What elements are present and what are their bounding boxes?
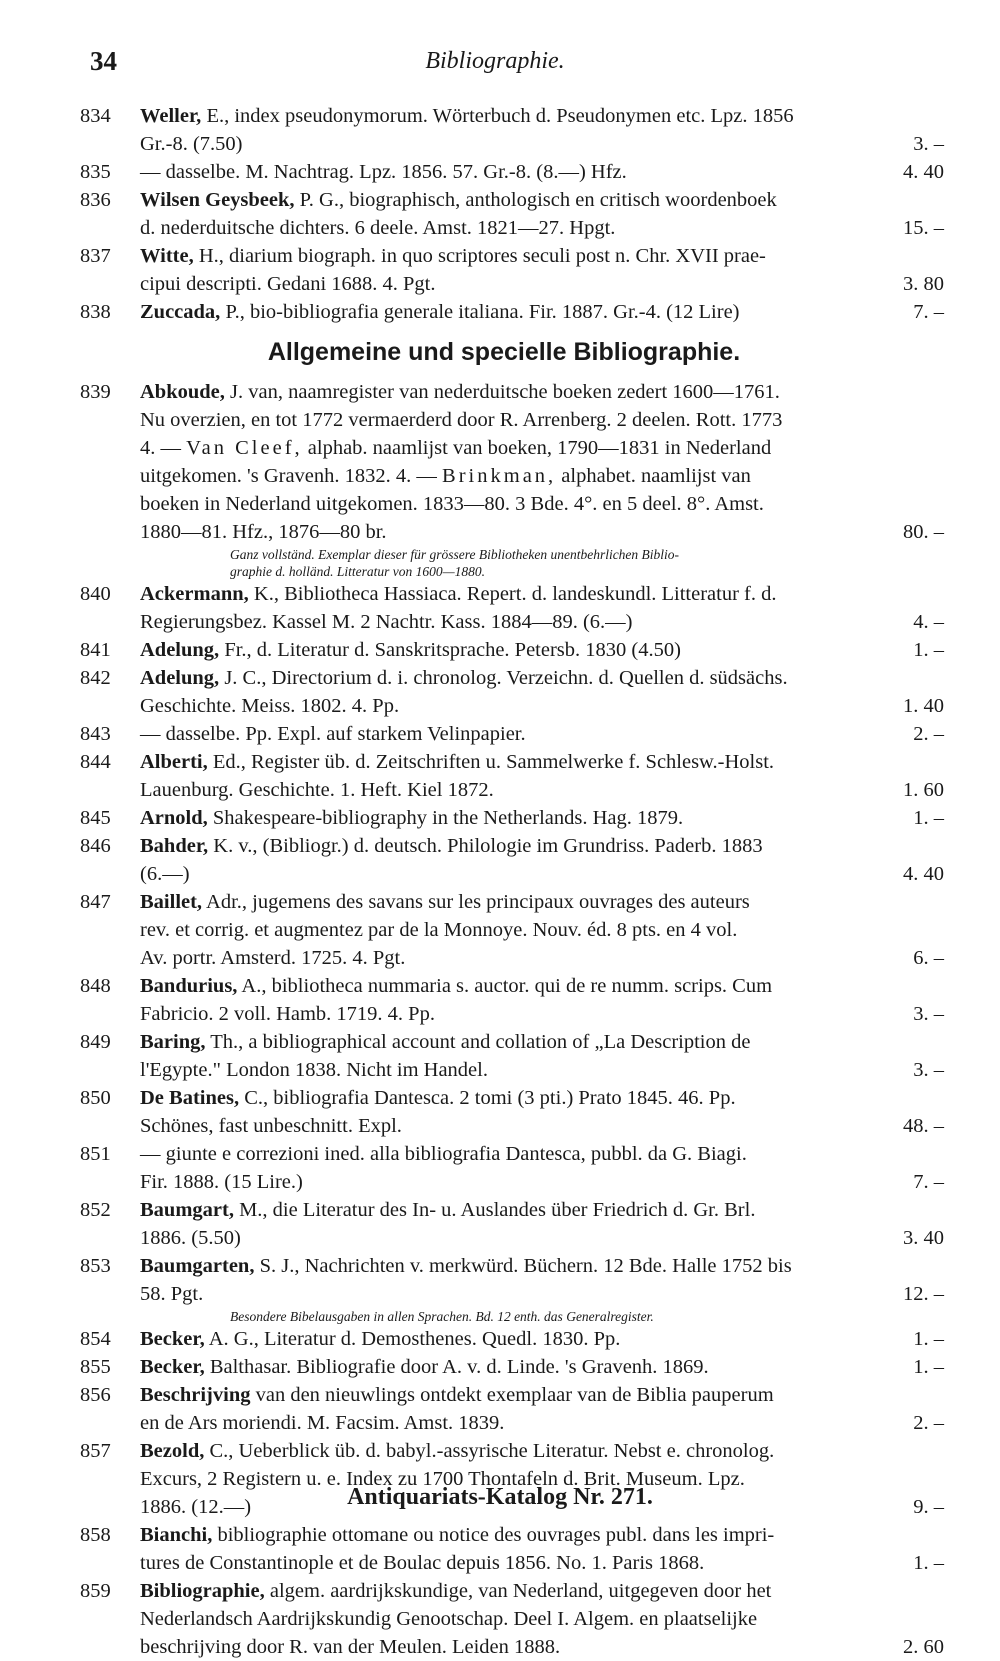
- running-title: Bibliographie.: [425, 48, 565, 74]
- entry-note: graphie d. holländ. Litteratur von 1600—1880.: [230, 564, 486, 579]
- catalog-entry: [80, 1084, 958, 1112]
- entry-author: De Batines,: [140, 1087, 240, 1109]
- catalog-entry: [80, 102, 958, 130]
- catalog-entry: [80, 186, 958, 214]
- entry-continuation: [80, 518, 958, 546]
- entry-number: 837: [80, 245, 111, 267]
- catalog-entry: [80, 1353, 958, 1381]
- entry-continuation: [80, 1409, 958, 1437]
- entry-number: 838: [80, 301, 111, 323]
- entry-continuation: [80, 1000, 958, 1028]
- entry-text: J. C., Directorium d. i. chronolog. Verzeichn. d. Quellen d. südsächs.: [219, 667, 788, 689]
- entry-number: 853: [80, 1255, 111, 1277]
- entry-price: 2. –: [913, 723, 944, 745]
- catalog-entry: [80, 298, 958, 326]
- entry-continuation: [80, 776, 958, 804]
- entry-price: 1. –: [913, 639, 944, 661]
- entry-text: P., bio-bibliografia generale italiana. Fir. 1887. Gr.-4. (12 Lire): [220, 301, 740, 323]
- entry-text: alphabet. naamlijst van: [556, 465, 751, 487]
- entry-author: Zuccada,: [140, 301, 221, 323]
- entry-continuation: [80, 1549, 958, 1577]
- entry-continuation: [80, 214, 958, 242]
- entry-note: Ganz vollständ. Exemplar dieser für grössere Bibliotheken unentbehrlichen Biblio-: [230, 547, 680, 562]
- entry-text: Excurs, 2 Registern u. e. Index zu 1700 Thontafeln d. Brit. Museum. Lpz.: [140, 1468, 745, 1490]
- entry-text: — dasselbe. Pp. Expl. auf starkem Velinpapier.: [140, 723, 526, 745]
- entry-continuation: [80, 916, 958, 944]
- entry-price: 1. 60: [903, 779, 944, 801]
- entry-price: 1. 40: [903, 695, 944, 717]
- catalog-entry: [80, 972, 958, 1000]
- entry-text: — giunte e correzioni ined. alla bibliografia Dantesca, pubbl. da G. Biagi.: [140, 1143, 747, 1165]
- entry-number: 849: [80, 1031, 111, 1053]
- catalog-entries: [80, 102, 958, 1661]
- entry-continuation: [80, 692, 958, 720]
- entry-text: J. van, naamregister van nederduitsche boeken zedert 1600—1761.: [224, 381, 780, 403]
- entry-text: Regierungsbez. Kassel M. 2 Nachtr. Kass. 1884—89. (6.—): [140, 611, 633, 633]
- catalog-entry: [80, 1577, 958, 1605]
- catalog-entry: [80, 1521, 958, 1549]
- entry-author: Bandurius,: [140, 975, 238, 997]
- entry-number: 858: [80, 1524, 111, 1546]
- entry-continuation: [80, 490, 958, 518]
- entry-author: Adelung,: [140, 667, 220, 689]
- entry-price: 7. –: [913, 301, 944, 323]
- entry-text: Geschichte. Meiss. 1802. 4. Pp.: [140, 695, 400, 717]
- catalog-entry: [80, 804, 958, 832]
- entry-price: 48. –: [903, 1115, 944, 1137]
- entry-text: l'Egypte." London 1838. Nicht im Handel.: [140, 1059, 488, 1081]
- entry-text: C., bibliografia Dantesca. 2 tomi (3 pti.) Prato 1845. 46. Pp.: [239, 1087, 736, 1109]
- entry-text: boeken in Nederland uitgekomen. 1833—80. 3 Bde. 4°. en 5 deel. 8°. Amst.: [140, 493, 764, 515]
- entry-author: Wilsen Geysbeek,: [140, 189, 295, 211]
- entry-text: A., bibliotheca nummaria s. auctor. qui de re numm. scrips. Cum: [237, 975, 773, 997]
- entry-author: Beschrijving: [140, 1384, 251, 1406]
- entry-continuation: [80, 1633, 958, 1661]
- catalog-entry: [80, 242, 958, 270]
- entry-price: 4. 40: [903, 161, 944, 183]
- entry-continuation: [80, 434, 958, 462]
- entry-price: 3. –: [913, 1059, 944, 1081]
- entry-text: — dasselbe. M. Nachtrag. Lpz. 1856. 57. Gr.-8. (8.—) Hfz.: [140, 161, 627, 183]
- entry-number: 856: [80, 1384, 111, 1406]
- entry-text: 58. Pgt.: [140, 1283, 204, 1305]
- entry-author: Baillet,: [140, 891, 203, 913]
- entry-text: C., Ueberblick üb. d. babyl.-assyrische Literatur. Nebst e. chronolog.: [204, 1440, 775, 1462]
- entry-continuation: [80, 1112, 958, 1140]
- entry-text: beschrijving door R. van der Meulen. Leiden 1888.: [140, 1636, 561, 1658]
- entry-author: Weller,: [140, 105, 202, 127]
- entry-number: 851: [80, 1143, 111, 1165]
- catalog-entry: [80, 1196, 958, 1224]
- entry-author: Bezold,: [140, 1440, 205, 1462]
- entry-text: Nederlandsch Aardrijkskundig Genootschap. Deel I. Algem. en plaatselijke: [140, 1608, 758, 1630]
- entry-continuation: [80, 860, 958, 888]
- entry-number: 847: [80, 891, 111, 913]
- entry-continuation: [80, 944, 958, 972]
- entry-price: 1. –: [913, 1328, 944, 1350]
- entry-text: Balthasar. Bibliografie door A. v. d. Linde. 's Gravenh. 1869.: [204, 1356, 709, 1378]
- entry-text: Shakespeare-bibliography in the Netherlands. Hag. 1879.: [207, 807, 684, 829]
- entry-number: 844: [80, 751, 111, 773]
- entry-text: Fr., d. Literatur d. Sanskritsprache. Petersb. 1830 (4.50): [219, 639, 681, 661]
- entry-text: cipui descripti. Gedani 1688. 4. Pgt.: [140, 273, 436, 295]
- entry-price: 1. –: [913, 1356, 944, 1378]
- entry-continuation: [80, 608, 958, 636]
- entry-text: K., Bibliotheca Hassiaca. Repert. d. landeskundl. Litteratur f. d.: [248, 583, 777, 605]
- entry-author-spaced: Van Cleef,: [186, 437, 303, 459]
- entry-author: Adelung,: [140, 639, 220, 661]
- catalog-entry: [80, 748, 958, 776]
- catalog-entry: [80, 1325, 958, 1353]
- entry-text: Ed., Register üb. d. Zeitschriften u. Sammelwerke f. Schlesw.-Holst.: [207, 751, 775, 773]
- catalog-entry: [80, 664, 958, 692]
- entry-number: 842: [80, 667, 111, 689]
- entry-number: 857: [80, 1440, 111, 1462]
- entry-text: d. nederduitsche dichters. 6 deele. Amst. 1821—27. Hpgt.: [140, 217, 616, 239]
- entry-continuation: [80, 1605, 958, 1633]
- entry-text: 1880—81. Hfz., 1876—80 br.: [140, 521, 387, 543]
- entry-price: 9. –: [913, 1496, 944, 1518]
- entry-price: 12. –: [903, 1283, 944, 1305]
- entry-text: tures de Constantinople et de Boulac depuis 1856. No. 1. Paris 1868.: [140, 1552, 705, 1574]
- entry-author: Becker,: [140, 1328, 205, 1350]
- entry-continuation: [80, 406, 958, 434]
- entry-text: Fir. 1888. (15 Lire.): [140, 1171, 303, 1193]
- entry-author: Witte,: [140, 245, 194, 267]
- entry-number: 854: [80, 1328, 111, 1350]
- entry-number: 839: [80, 381, 111, 403]
- entry-author: Ackermann,: [140, 583, 249, 605]
- entry-number: 845: [80, 807, 111, 829]
- entry-price: 80. –: [903, 521, 944, 543]
- entry-author: Baumgarten,: [140, 1255, 255, 1277]
- entry-text: van den nieuwlings ontdekt exemplaar van de Biblia pauperum: [250, 1384, 774, 1406]
- entry-price: 1. –: [913, 1552, 944, 1574]
- entry-continuation: [80, 1168, 958, 1196]
- entry-number: 843: [80, 723, 111, 745]
- entry-author: Alberti,: [140, 751, 208, 773]
- entry-number: 841: [80, 639, 111, 661]
- entry-number: 855: [80, 1356, 111, 1378]
- entry-price: 4. –: [913, 611, 944, 633]
- entry-text: alphab. naamlijst van boeken, 1790—1831 in Nederland: [302, 437, 772, 459]
- entry-number: 840: [80, 583, 111, 605]
- entry-price: 2. 60: [903, 1636, 944, 1658]
- catalog-entry: [80, 1028, 958, 1056]
- entry-text: 1886. (12.—): [140, 1496, 252, 1518]
- entry-number: 846: [80, 835, 111, 857]
- entry-text: Th., a bibliographical account and collation of „La Description de: [205, 1031, 751, 1053]
- entry-text: Nu overzien, en tot 1772 vermaerderd door R. Arrenberg. 2 deelen. Rott. 1773: [140, 409, 783, 431]
- entry-text: A. G., Literatur d. Demosthenes. Quedl. 1830. Pp.: [204, 1328, 621, 1350]
- entry-text: 1886. (5.50): [140, 1227, 241, 1249]
- entry-text: H., diarium biograph. in quo scriptores seculi post n. Chr. XVII prae-: [193, 245, 766, 267]
- entry-text: M., die Literatur des In- u. Auslandes über Friedrich d. Gr. Brl.: [233, 1199, 756, 1221]
- entry-price: 3. –: [913, 133, 944, 155]
- entry-text: (6.—): [140, 863, 190, 885]
- entry-text: Adr., jugemens des savans sur les principaux ouvrages des auteurs: [202, 891, 750, 913]
- entry-number: 850: [80, 1087, 111, 1109]
- entry-price: 2. –: [913, 1412, 944, 1434]
- catalog-entry: [80, 1381, 958, 1409]
- entry-price: 1. –: [913, 807, 944, 829]
- entry-number: 859: [80, 1580, 111, 1602]
- entry-author: Bahder,: [140, 835, 209, 857]
- entry-text: Lauenburg. Geschichte. 1. Heft. Kiel 1872.: [140, 779, 494, 801]
- catalog-entry: [80, 636, 958, 664]
- entry-author: Arnold,: [140, 807, 208, 829]
- catalog-entry: [80, 720, 958, 748]
- entry-number: 835: [80, 161, 111, 183]
- entry-continuation: [80, 462, 958, 490]
- entry-note: Besondere Bibelausgaben in allen Sprachen. Bd. 12 enth. das Generalregister.: [230, 1309, 654, 1324]
- entry-author: Baring,: [140, 1031, 206, 1053]
- entry-text: Schönes, fast unbeschnitt. Expl.: [140, 1115, 402, 1137]
- page-number: 34: [90, 46, 117, 76]
- entry-price: 3. 80: [903, 273, 944, 295]
- entry-price: 7. –: [913, 1171, 944, 1193]
- entry-continuation: [80, 1224, 958, 1252]
- entry-text: Av. portr. Amsterd. 1725. 4. Pgt.: [140, 947, 406, 969]
- catalog-entry: [80, 158, 958, 186]
- entry-text: rev. et corrig. et augmentez par de la Monnoye. Nouv. éd. 8 pts. en 4 vol.: [140, 919, 738, 941]
- entry-price: 3. 40: [903, 1227, 944, 1249]
- entry-continuation: [80, 1056, 958, 1084]
- entry-author: Baumgart,: [140, 1199, 234, 1221]
- entry-text: algem. aardrijkskundige, van Nederland, uitgegeven door het: [264, 1580, 772, 1602]
- entry-text: S. J., Nachrichten v. merkwürd. Büchern. 12 Bde. Halle 1752 bis: [254, 1255, 792, 1277]
- entry-continuation: [80, 1280, 958, 1308]
- entry-text: 4. —: [140, 437, 187, 459]
- entry-price: 4. 40: [903, 863, 944, 885]
- entry-price: 6. –: [913, 947, 944, 969]
- entry-price: 3. –: [913, 1003, 944, 1025]
- entry-text: en de Ars moriendi. M. Facsim. Amst. 1839.: [140, 1412, 505, 1434]
- catalog-entry: [80, 580, 958, 608]
- catalog-entry: [80, 832, 958, 860]
- catalog-entry: [80, 1252, 958, 1280]
- entry-number: 834: [80, 105, 111, 127]
- entry-author: Becker,: [140, 1356, 205, 1378]
- entry-text: K. v., (Bibliogr.) d. deutsch. Philologie im Grundriss. Paderb. 1883: [208, 835, 763, 857]
- entry-author: Bianchi,: [140, 1524, 213, 1546]
- catalog-entry: [80, 888, 958, 916]
- entry-number: 852: [80, 1199, 111, 1221]
- entry-price: 15. –: [903, 217, 944, 239]
- entry-author-spaced: Brinkman,: [442, 465, 557, 487]
- catalog-entry: [80, 1140, 958, 1168]
- catalog-entry: [80, 378, 958, 406]
- entry-text: bibliographie ottomane ou notice des ouvrages publ. dans les impri-: [212, 1524, 775, 1546]
- entry-text: P. G., biographisch, anthologisch en critisch woordenboek: [294, 189, 777, 211]
- page-header: [90, 46, 960, 82]
- entry-author: Abkoude,: [140, 381, 225, 403]
- entry-author: Bibliographie,: [140, 1580, 265, 1602]
- entry-text: uitgekomen. 's Gravenh. 1832. 4. —: [140, 465, 443, 487]
- entry-number: 848: [80, 975, 111, 997]
- catalog-footer: Antiquariats-Katalog Nr. 271.: [347, 1484, 653, 1510]
- section-heading: Allgemeine und specielle Bibliographie.: [267, 338, 741, 366]
- entry-text: E., index pseudonymorum. Wörterbuch d. Pseudonymen etc. Lpz. 1856: [201, 105, 794, 127]
- entry-continuation: [80, 130, 958, 158]
- entry-text: Gr.-8. (7.50): [140, 133, 243, 155]
- entry-text: Fabricio. 2 voll. Hamb. 1719. 4. Pp.: [140, 1003, 435, 1025]
- catalog-entry: [80, 1437, 958, 1465]
- entry-number: 836: [80, 189, 111, 211]
- entry-continuation: [80, 270, 958, 298]
